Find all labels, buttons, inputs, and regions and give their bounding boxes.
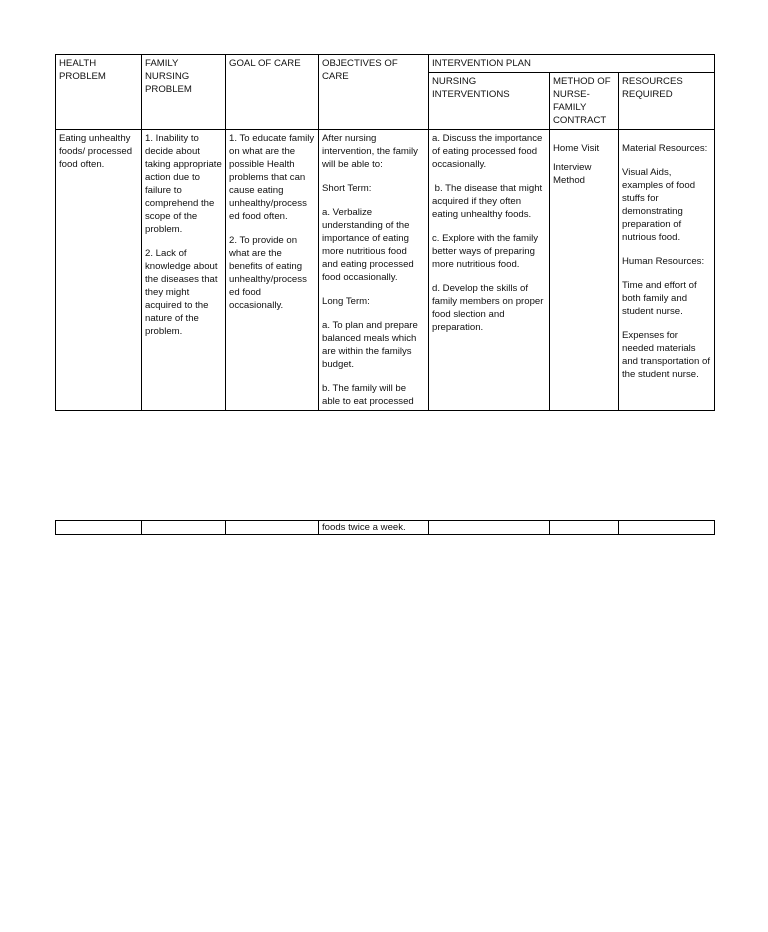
cell-nursing-interventions (429, 130, 550, 411)
continuation-table (55, 520, 715, 535)
cont-cell-goal-of-care (226, 521, 319, 535)
resource-item: Expenses for needed materials and transportation of the student nurse. (622, 330, 711, 380)
family-problem-item: 1. Inability to decide about taking appropriate action due to failure to comprehend the scope of the problem. (145, 133, 222, 235)
cont-cell-family-nursing-problem (142, 521, 226, 535)
resource-item: Material Resources: (622, 143, 708, 154)
cell-family-nursing-problem (142, 130, 226, 411)
header-health-problem: HEALTH PROBLEM (56, 55, 142, 130)
cont-cell-objectives-of-care: foods twice a week. (319, 521, 429, 535)
goal-item: 1. To educate family on what are the possible Health problems that can cause eating unhealthy/process ed food often. (229, 133, 315, 222)
resource-item: Human Resources: (622, 256, 705, 267)
cell-goal-of-care (226, 130, 319, 411)
header-nursing-interventions: NURSING INTERVENTIONS (429, 73, 550, 130)
header-row (56, 55, 715, 73)
header-resources-required: RESOURCES REQUIRED (619, 73, 715, 130)
cont-cell-resources-required (619, 521, 715, 535)
objective-item: b. The family will be able to eat processed (322, 383, 414, 407)
table-row (56, 130, 715, 411)
header-objectives-of-care: OBJECTIVES OF CARE (319, 55, 429, 130)
objective-item: After nursing intervention, the family will be able to: (322, 133, 418, 170)
objective-item: Short Term: (322, 183, 372, 194)
intervention-item: c. Explore with the family better ways of preparing more nutritious food. (432, 233, 539, 270)
objective-item: a. To plan and prepare balanced meals which are within the familys budget. (322, 320, 418, 370)
objective-item: Long Term: (322, 296, 370, 307)
cont-cell-nursing-interventions (429, 521, 550, 535)
cont-cell-health-problem (56, 521, 142, 535)
cell-health-problem (56, 130, 142, 411)
method-item: Home Visit (553, 143, 600, 154)
resource-item: Time and effort of both family and student nurse. (622, 280, 697, 317)
header-intervention-plan: INTERVENTION PLAN (429, 55, 715, 73)
method-item: Interview Method (553, 162, 592, 186)
intervention-item: a. Discuss the importance of eating processed food occasionally. (432, 133, 543, 170)
cell-objectives-of-care (319, 130, 429, 411)
intervention-item: d. Develop the skills of family members on proper food slection and preparation. (432, 283, 544, 333)
goal-item: 2. To provide on what are the benefits of eating unhealthy/process ed food occasionally. (229, 235, 307, 311)
header-goal-of-care: GOAL OF CARE (226, 55, 319, 130)
table-row (56, 521, 715, 535)
header-method-of-contract: METHOD OF NURSE-FAMILY CONTRACT (550, 73, 619, 130)
cell-resources-required (619, 130, 715, 411)
objective-item: a. Verbalize understanding of the importance of eating more nutritious food and eating processed food occasionally. (322, 207, 414, 283)
care-plan-table (55, 54, 715, 411)
health-problem-text: Eating unhealthy foods/ processed food often. (59, 133, 133, 170)
intervention-item: b. The disease that might acquired if they often eating unhealthy foods. (432, 183, 545, 220)
header-family-nursing-problem: FAMILY NURSING PROBLEM (142, 55, 226, 130)
cont-cell-method-of-contract (550, 521, 619, 535)
family-problem-item: 2. Lack of knowledge about the diseases that they might acquired to the nature of the problem. (145, 248, 218, 337)
cell-method-of-contract (550, 130, 619, 411)
resource-item: Visual Aids, examples of food stuffs for demonstrating preparation of nutrious food. (622, 167, 696, 243)
